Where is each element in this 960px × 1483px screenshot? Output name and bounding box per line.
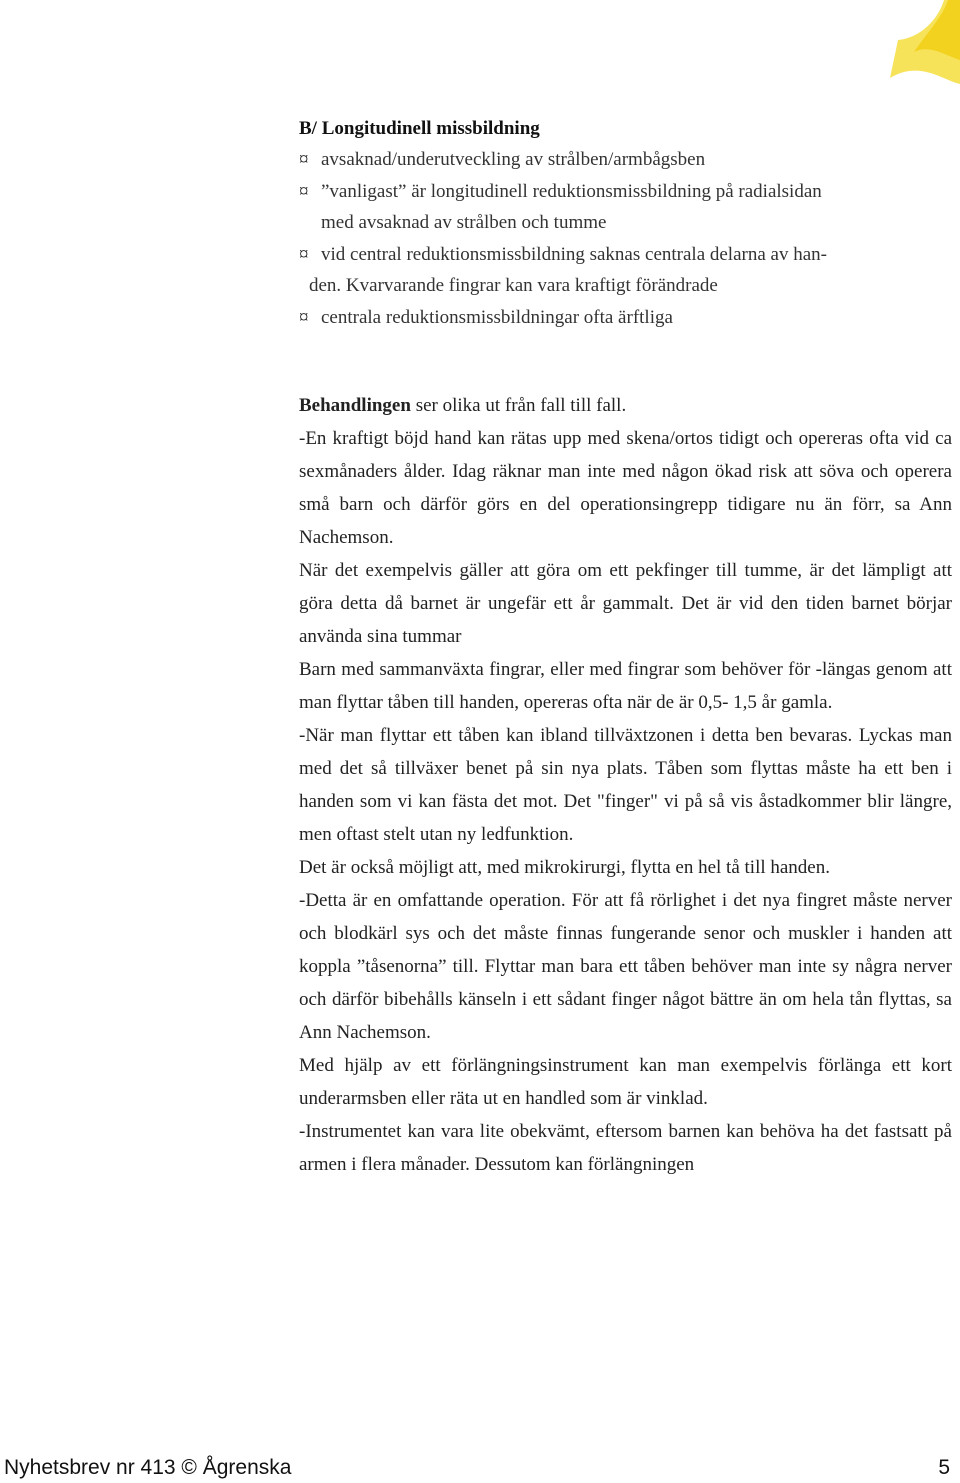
bullet-text: vid central reduktionsmissbildning saknas centrala delarna av han- [321, 243, 827, 265]
paragraph: -En kraftigt böjd hand kan rätas upp med skena/ortos tidigt och opereras ofta vid ca sexmånaders ålder. Idag räknar man inte med någon ökad risk att söva och operera små barn och därför görs en del operationsingrepp tidigare nu än förr, sa Ann Nachemson. [299, 428, 952, 548]
article-body [299, 114, 952, 1181]
treatment-bold: Behandlingen [299, 395, 411, 416]
footer-publication: Nyhetsbrev nr 413 © Ågrenska [4, 1456, 292, 1479]
treatment-rest: ser olika ut från fall till fall. [410, 395, 627, 416]
bullet-continuation [299, 270, 952, 302]
bullet-text: den. Kvarvarande fingrar kan vara kraftigt förändrade [309, 275, 718, 296]
bullet-symbol: ¤ [299, 180, 309, 202]
bullet-list [299, 144, 952, 333]
bullet-item [299, 144, 952, 176]
page-number: 5 [938, 1456, 950, 1479]
bullet-text: avsaknad/underutveckling av strålben/armbågsben [321, 149, 706, 170]
paragraph: -När man flyttar ett tåben kan ibland tillväxtzonen i detta ben bevaras. Lyckas man med det så tillväxer benet på sin nya plats. Tåben som flyttas måste ha ett ben i handen som vi kan fästa det mot. Det "finger" vi på så vis åstadkommer blir längre, men oftast stelt utan ny ledfunktion. [299, 725, 952, 845]
bullet-item [299, 302, 952, 334]
bullet-text: med avsaknad av strålben och tumme [321, 212, 607, 233]
bullet-text: centrala reduktionsmissbildningar ofta ärftliga [321, 306, 673, 328]
corner-decoration [880, 0, 960, 84]
paragraph: Det är också möjligt att, med mikrokirurgi, flytta en hel tå till handen. [299, 857, 830, 878]
bullet-continuation [299, 207, 952, 239]
bullet-symbol: ¤ [299, 306, 309, 328]
paragraph: -Instrumentet kan vara lite obekvämt, eftersom barnen kan behöva ha det fastsatt på armen i flera månader. Dessutom kan förlängningen [299, 1121, 952, 1175]
bullet-symbol: ¤ [299, 149, 309, 170]
paragraph: Barn med sammanväxta fingrar, eller med fingrar som behöver för -längas genom att man flyttar tåben till handen, opereras ofta när de är 0,5- 1,5 år gamla. [299, 659, 952, 713]
bullet-item [299, 239, 952, 271]
treatment-intro [299, 389, 952, 422]
page-footer [0, 1454, 960, 1483]
bullet-symbol: ¤ [299, 243, 309, 265]
paragraph: Med hjälp av ett förlängningsinstrument kan man exempelvis förlänga ett kort underarmsben eller räta ut en handled som är vinklad. [299, 1055, 952, 1109]
section-heading: B/ Longitudinell missbildning [299, 118, 540, 139]
bullet-item [299, 176, 952, 208]
bullet-text: ”vanligast” är longitudinell reduktionsmissbildning på radialsidan [321, 180, 822, 202]
paragraph: När det exempelvis gäller att göra om ett pekfinger till tumme, är det lämpligt att göra detta då barnet är ungefär ett år gammalt. Det är vid den tiden barnet börjar använda sina tummar [299, 560, 952, 647]
paragraph: -Detta är en omfattande operation. För att få rörlighet i det nya fingret måste nerver och blodkärl sys och det måste finnas fungerande senor och muskler i handen att koppla ”tåsenorna” till. Flyttar man bara ett tåben behöver man inte sy några nerver och därför bibehålls känseln i ett sådant finger något bättre än om hela tån flyttas, sa Ann Nachemson. [299, 890, 952, 1043]
